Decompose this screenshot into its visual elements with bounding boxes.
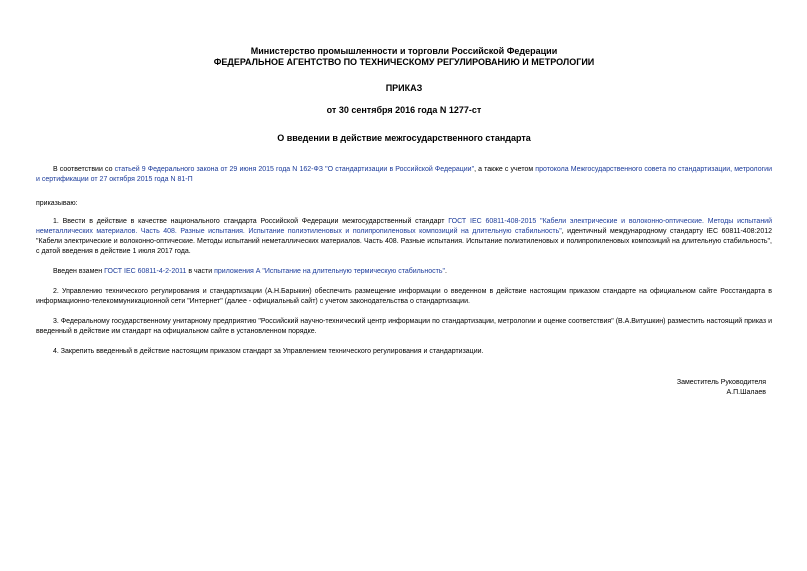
intro-paragraph [36,165,772,185]
order-date-number: от 30 сентября 2016 года N 1277-ст [326,105,482,115]
gost-4-2-link[interactable]: ГОСТ IEC 60811-4-2-2011 [104,268,187,275]
order-subject: О введении в действие межгосударственного стандарта [277,133,531,143]
ministry-name: Министерство промышленности и торговли Российской Федерации [250,46,558,56]
intro-text-1: В соответствии со [53,166,115,173]
document-type: ПРИКАЗ [385,83,423,93]
order-word: приказываю: [36,200,78,207]
appendix-a-link[interactable]: приложения А "Испытание на длительную термическую стабильность" [214,268,445,275]
item-1-text-1: 1. Ввести в действие в качестве национального стандарта Российской Федерации межгосударственный стандарт [53,218,449,225]
federal-law-link[interactable]: статьей 9 Федерального закона от 29 июня 2015 года N 162-ФЗ "О стандартизации в Российской Федерации" [114,166,475,173]
signatory-position: Заместитель Руководителя [676,379,766,386]
replaced-paragraph [36,267,772,277]
replaced-text-2: в части [186,268,215,275]
gost-408-link[interactable]: ГОСТ IEC 60811-408-2015 "Кабели электрические и волоконно-оптические. Методы испытаний неметаллических материалов. Часть 408. Разные испытания. Испытание полиэтиленовых и полипропиленовых композиций на длительную стабильность" [36,218,773,235]
item-1-paragraph [36,217,772,257]
intro-text-2: , а также с учетом [474,166,536,173]
item-1-text-2: , идентичный международному стандарту IEC 60811-408:2012 "Кабели электрические и волоконно-оптические. Методы испытаний неметаллических материалов. Часть 408. Разные испытания. Испытание полиэтиленовых и полипропиленовых композиций на длительную стабильность", с датой введения в действие 1 июля 2017 года. [36,228,772,255]
signatory-name: А.П.Шалаев [726,389,766,396]
protocol-link[interactable]: протокола Межгосударственного совета по стандартизации, метрологии и сертификации от 27 октября 2015 года N 81-П [36,166,772,183]
item-3-paragraph: 3. Федеральному государственному унитарному предприятию "Российский научно-технический центр информации по стандартизации, метрологии и оценке соответствия" (В.А.Витушкин) разместить настоящий приказ и введенный в действие им стандарт на официальном сайте в установленном порядке. [36,318,772,335]
replaced-text-1: Введен взамен [53,268,105,275]
item-2-paragraph: 2. Управлению технического регулирования и стандартизации (А.Н.Барыкин) обеспечить размещение информации о введенном в действие настоящим приказом стандарте на официальном сайте Росстандарта в информационно-телекоммуникационной сети "Интернет" (далее - официальный сайт) с учетом законодательства о стандартизации. [36,288,772,305]
agency-name: ФЕДЕРАЛЬНОЕ АГЕНТСТВО ПО ТЕХНИЧЕСКОМУ РЕГУЛИРОВАНИЮ И МЕТРОЛОГИИ [213,57,595,67]
signature-block [677,378,766,398]
replaced-text-3: . [445,268,447,275]
item-4-paragraph: 4. Закрепить введенный в действие настоящим приказом стандарт за Управлением технического регулирования и стандартизации. [53,348,484,355]
document-page [36,30,772,357]
